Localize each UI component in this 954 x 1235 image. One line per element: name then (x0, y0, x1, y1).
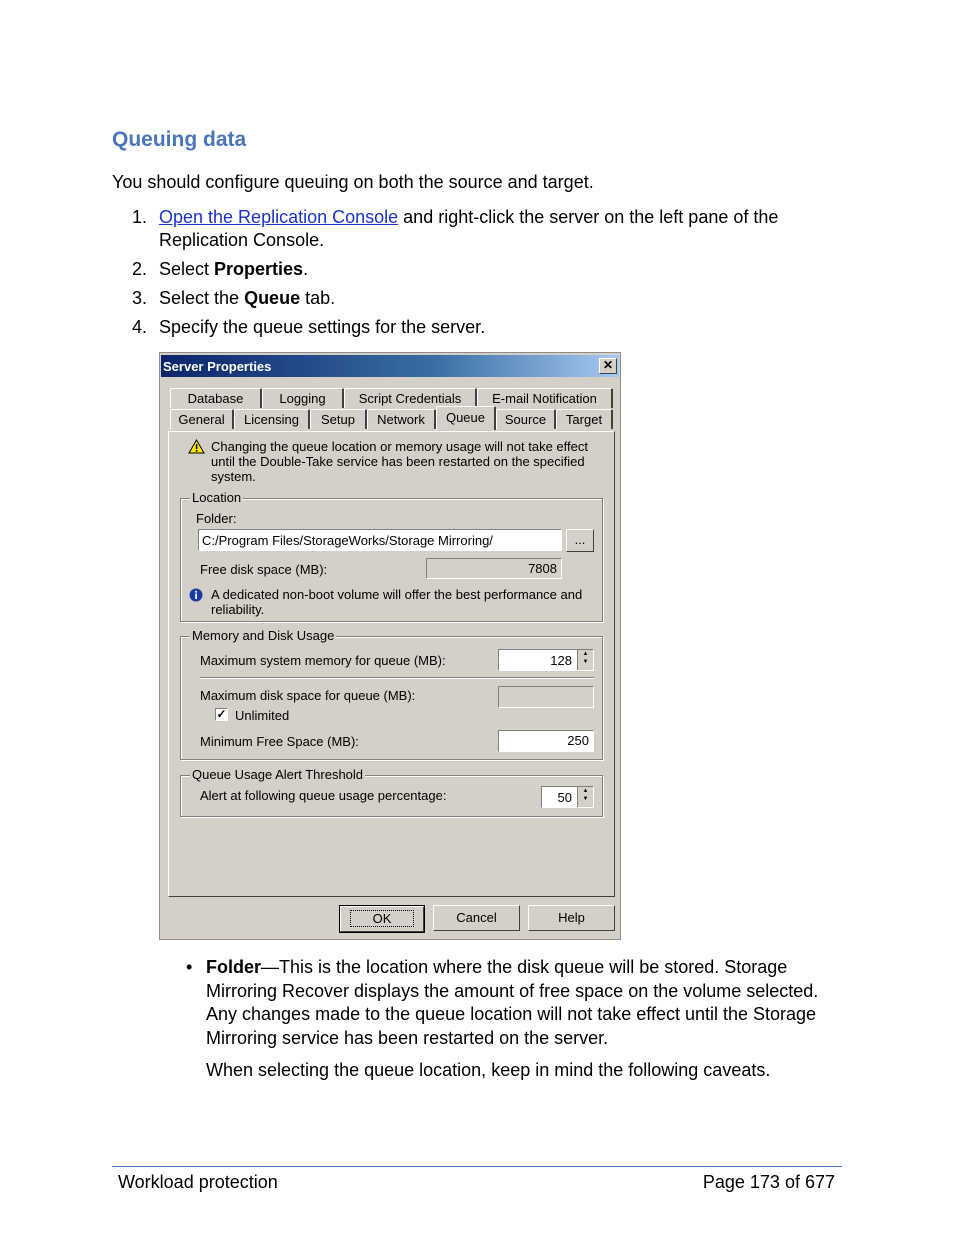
memory-disk-group (180, 628, 603, 760)
max-memory-value: 128 (550, 653, 572, 668)
browse-button[interactable]: ... (566, 529, 594, 552)
tab-network[interactable]: Network (367, 409, 436, 429)
step-text: Specify the queue settings for the server. (159, 317, 486, 337)
alert-percentage-input[interactable] (541, 786, 594, 808)
location-group-title: Location (192, 490, 242, 505)
step-number: 2. (132, 259, 148, 279)
free-space-readout (426, 558, 562, 579)
close-icon[interactable]: ✕ (599, 358, 617, 374)
free-space-label: Free disk space (MB): (200, 562, 328, 577)
unlimited-checkbox[interactable]: ✓ (216, 707, 227, 721)
step-text: Select the (159, 288, 245, 308)
min-free-input[interactable] (498, 730, 594, 752)
server-properties-dialog (159, 352, 621, 940)
free-space-value: 7808 (528, 561, 557, 576)
step-4 (112, 316, 832, 339)
folder-bullet (186, 956, 846, 1050)
memory-group-title: Memory and Disk Usage (192, 628, 335, 643)
step-number: 3. (132, 288, 148, 308)
section-heading: Queuing data (112, 128, 247, 151)
tab-general[interactable]: General (170, 409, 234, 429)
tab-licensing[interactable]: Licensing (234, 409, 310, 429)
replication-console-link[interactable]: Open the Replication Console (159, 207, 399, 227)
steps-list (112, 206, 832, 345)
bullet-text: —This is the location where the disk queue will be stored. Storage Mirroring Recover displays the amount of free space on the volume selected. Any changes made to the queue location will not take effect until the Storage Mirroring service has been restarted on the server. (206, 957, 819, 1048)
folder-label: Folder: (196, 511, 237, 526)
tab-logging[interactable]: Logging (262, 388, 344, 408)
tab-email-notification[interactable]: E-mail Notification (477, 388, 613, 408)
tab-database[interactable]: Database (170, 388, 262, 408)
queue-tab-panel (168, 431, 615, 897)
alert-percentage-value: 50 (557, 790, 572, 805)
bullet-dot: • (186, 957, 193, 977)
max-disk-input[interactable] (498, 686, 594, 708)
min-free-label: Minimum Free Space (MB): (200, 734, 359, 749)
warning-text: Changing the queue location or memory usage will not take effect until the Double-Take service has been restarted on the specified system. (211, 439, 588, 484)
alert-threshold-group (180, 767, 603, 817)
dialog-title: Server Properties (163, 359, 272, 374)
step-2 (112, 258, 832, 281)
alert-percentage-spinner[interactable]: ▲ ▼ (577, 787, 593, 807)
page-number: Page 173 of 677 (702, 1172, 835, 1192)
step-text: and right-click the server on the left pane of the Replication Console. (159, 207, 779, 250)
footer-section-name: Workload protection (118, 1172, 278, 1192)
help-button[interactable]: Help (528, 905, 615, 931)
step-text: tab. (300, 288, 336, 308)
dialog-titlebar (161, 355, 619, 377)
step-text: . (303, 259, 309, 279)
max-memory-spinner[interactable]: ▲ ▼ (577, 650, 593, 670)
step-number: 1. (132, 207, 148, 227)
unlimited-label: Unlimited (235, 708, 290, 723)
step-3 (112, 287, 832, 310)
intro-text: You should configure queuing on both the source and target. (112, 172, 594, 192)
step-text: Select (159, 259, 215, 279)
tab-source[interactable]: Source (496, 409, 556, 429)
tab-script-credentials[interactable]: Script Credentials (344, 388, 477, 408)
alert-label: Alert at following queue usage percentage: (200, 788, 447, 803)
tab-target[interactable]: Target (556, 409, 613, 429)
bullet-term: Folder (206, 957, 262, 977)
step-bold: Properties (214, 259, 304, 279)
ok-label: OK (350, 910, 415, 927)
folder-input[interactable] (198, 529, 562, 551)
step-bold: Queue (244, 288, 301, 308)
separator (200, 677, 594, 679)
tab-setup[interactable]: Setup (310, 409, 367, 429)
min-free-value: 250 (567, 733, 589, 748)
ok-button[interactable] (340, 906, 424, 932)
caveat-text: When selecting the queue location, keep in mind the following caveats. (206, 1060, 771, 1080)
max-disk-label: Maximum disk space for queue (MB): (200, 688, 416, 703)
footer-divider (112, 1166, 842, 1167)
alert-group-title: Queue Usage Alert Threshold (192, 767, 364, 782)
max-memory-input[interactable] (498, 649, 594, 671)
info-text: A dedicated non-boot volume will offer the best performance and reliability. (211, 587, 583, 617)
folder-value: C:/Program Files/StorageWorks/Storage Mirroring/ (202, 533, 493, 548)
max-memory-label: Maximum system memory for queue (MB): (200, 653, 446, 668)
step-1 (112, 206, 832, 252)
info-icon (189, 588, 203, 602)
warning-icon (188, 439, 205, 454)
tab-queue[interactable]: Queue (436, 406, 496, 430)
step-number: 4. (132, 317, 148, 337)
location-group (180, 490, 603, 622)
cancel-button[interactable]: Cancel (433, 905, 520, 931)
